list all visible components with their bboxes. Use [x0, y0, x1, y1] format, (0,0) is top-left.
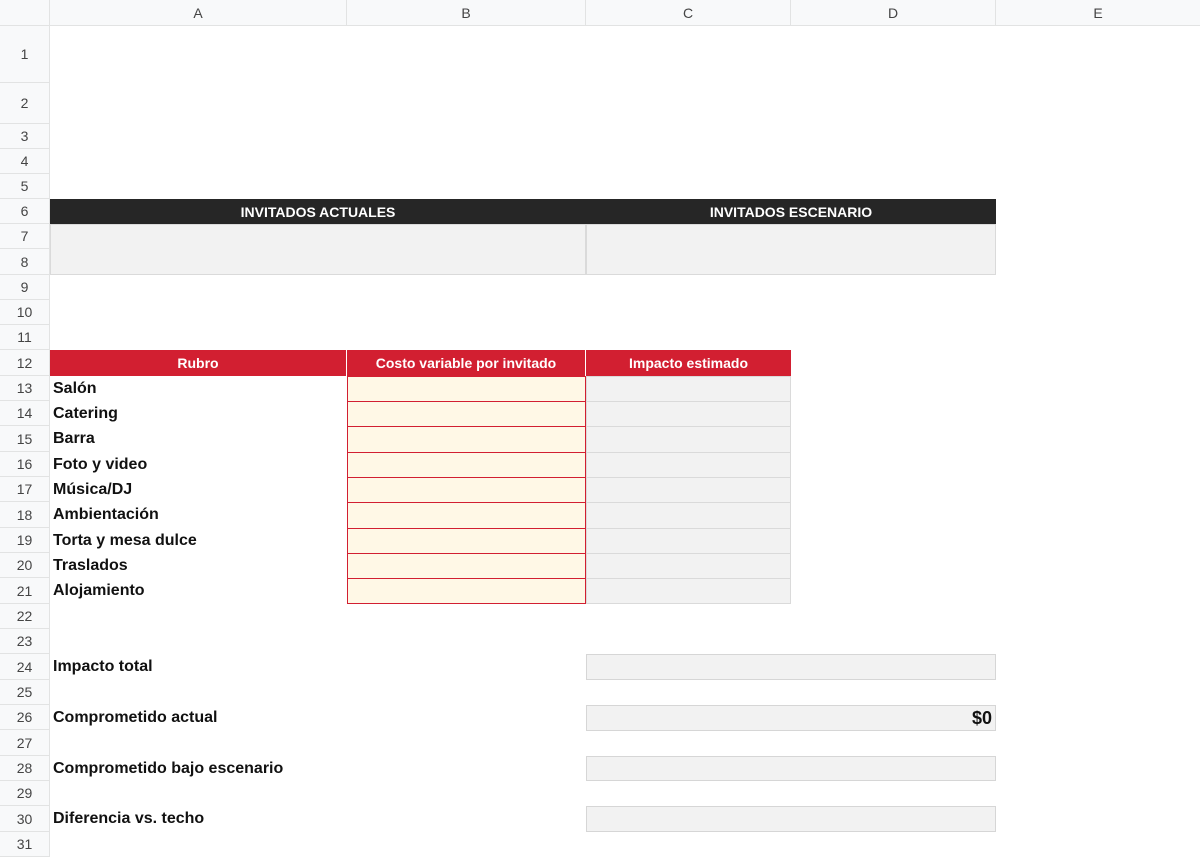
difference-label[interactable]: Diferencia vs. techo — [53, 810, 205, 827]
row-header-20[interactable]: 20 — [0, 553, 50, 578]
committed-current-label[interactable]: Comprometido actual — [53, 708, 218, 726]
row-header-15[interactable]: 15 — [0, 426, 50, 452]
variable-cost-input[interactable] — [347, 426, 586, 453]
row-header-26[interactable]: 26 — [0, 705, 50, 730]
table-row-label[interactable]: Salón — [53, 379, 97, 397]
table-row-label[interactable]: Barra — [53, 430, 95, 447]
table-header-impact: Impacto estimado — [586, 350, 791, 376]
row-header-1[interactable]: 1 — [0, 26, 50, 83]
impact-output-cell[interactable] — [586, 401, 791, 427]
row-header-16[interactable]: 16 — [0, 452, 50, 477]
column-header-b[interactable]: B — [347, 0, 586, 26]
current-guests-header: INVITADOS ACTUALES — [50, 199, 586, 224]
column-header-d[interactable]: D — [791, 0, 996, 26]
impact-total-label[interactable]: Impacto total — [53, 658, 153, 675]
variable-cost-input[interactable] — [347, 452, 586, 478]
variable-cost-input[interactable] — [347, 528, 586, 554]
committed-scenario-value[interactable] — [586, 756, 996, 781]
row-header-5[interactable]: 5 — [0, 174, 50, 199]
select-all-corner[interactable] — [0, 0, 50, 26]
row-header-18[interactable]: 18 — [0, 502, 50, 528]
row-header-12[interactable]: 12 — [0, 350, 50, 376]
row-header-21[interactable]: 21 — [0, 578, 50, 604]
row-header-29[interactable]: 29 — [0, 781, 50, 806]
table-header-variable-cost: Costo variable por invitado — [347, 350, 586, 376]
variable-cost-input[interactable] — [347, 376, 586, 402]
row-header-25[interactable]: 25 — [0, 680, 50, 705]
impact-output-cell[interactable] — [586, 502, 791, 529]
row-header-8[interactable]: 8 — [0, 249, 50, 275]
variable-cost-input[interactable] — [347, 578, 586, 604]
table-row-label[interactable]: Traslados — [53, 556, 128, 574]
row-header-3[interactable]: 3 — [0, 124, 50, 149]
table-row-label[interactable]: Música/DJ — [53, 480, 133, 498]
row-header-22[interactable]: 22 — [0, 604, 50, 629]
row-header-28[interactable]: 28 — [0, 756, 50, 781]
impact-output-cell[interactable] — [586, 477, 791, 503]
scenario-guests-header: INVITADOS ESCENARIO — [586, 199, 996, 224]
current-guests-cell[interactable] — [50, 224, 586, 275]
row-header-9[interactable]: 9 — [0, 275, 50, 300]
row-header-7[interactable]: 7 — [0, 224, 50, 249]
table-row-label[interactable]: Foto y video — [53, 455, 148, 473]
row-header-17[interactable]: 17 — [0, 477, 50, 502]
impact-output-cell[interactable] — [586, 376, 791, 402]
row-header-31[interactable]: 31 — [0, 832, 50, 857]
impact-total-value[interactable] — [586, 654, 996, 680]
variable-cost-input[interactable] — [347, 401, 586, 427]
row-header-24[interactable]: 24 — [0, 654, 50, 680]
impact-output-cell[interactable] — [586, 578, 791, 604]
row-header-27[interactable]: 27 — [0, 730, 50, 756]
column-header-e[interactable]: E — [996, 0, 1200, 26]
committed-current-value[interactable]: $0 — [586, 705, 996, 731]
variable-cost-input[interactable] — [347, 553, 586, 579]
row-header-14[interactable]: 14 — [0, 401, 50, 426]
difference-value[interactable] — [586, 806, 996, 832]
row-header-2[interactable]: 2 — [0, 83, 50, 124]
row-header-6[interactable]: 6 — [0, 199, 50, 224]
impact-output-cell[interactable] — [586, 553, 791, 579]
table-row-label[interactable]: Alojamiento — [53, 582, 145, 599]
row-header-23[interactable]: 23 — [0, 629, 50, 654]
row-header-10[interactable]: 10 — [0, 300, 50, 325]
scenario-guests-cell[interactable] — [586, 224, 996, 275]
table-row-label[interactable]: Torta y mesa dulce — [53, 531, 197, 549]
impact-output-cell[interactable] — [586, 452, 791, 478]
table-row-label[interactable]: Catering — [53, 404, 118, 422]
row-header-19[interactable]: 19 — [0, 528, 50, 553]
table-row-label[interactable]: Ambientación — [53, 506, 159, 523]
row-header-11[interactable]: 11 — [0, 325, 50, 350]
row-header-30[interactable]: 30 — [0, 806, 50, 832]
column-header-a[interactable]: A — [50, 0, 347, 26]
variable-cost-input[interactable] — [347, 477, 586, 503]
committed-scenario-label[interactable]: Comprometido bajo escenario — [53, 759, 284, 777]
impact-output-cell[interactable] — [586, 528, 791, 554]
variable-cost-input[interactable] — [347, 502, 586, 529]
table-header-rubro: Rubro — [50, 350, 347, 376]
row-header-13[interactable]: 13 — [0, 376, 50, 401]
impact-output-cell[interactable] — [586, 426, 791, 453]
row-header-4[interactable]: 4 — [0, 149, 50, 174]
column-header-c[interactable]: C — [586, 0, 791, 26]
